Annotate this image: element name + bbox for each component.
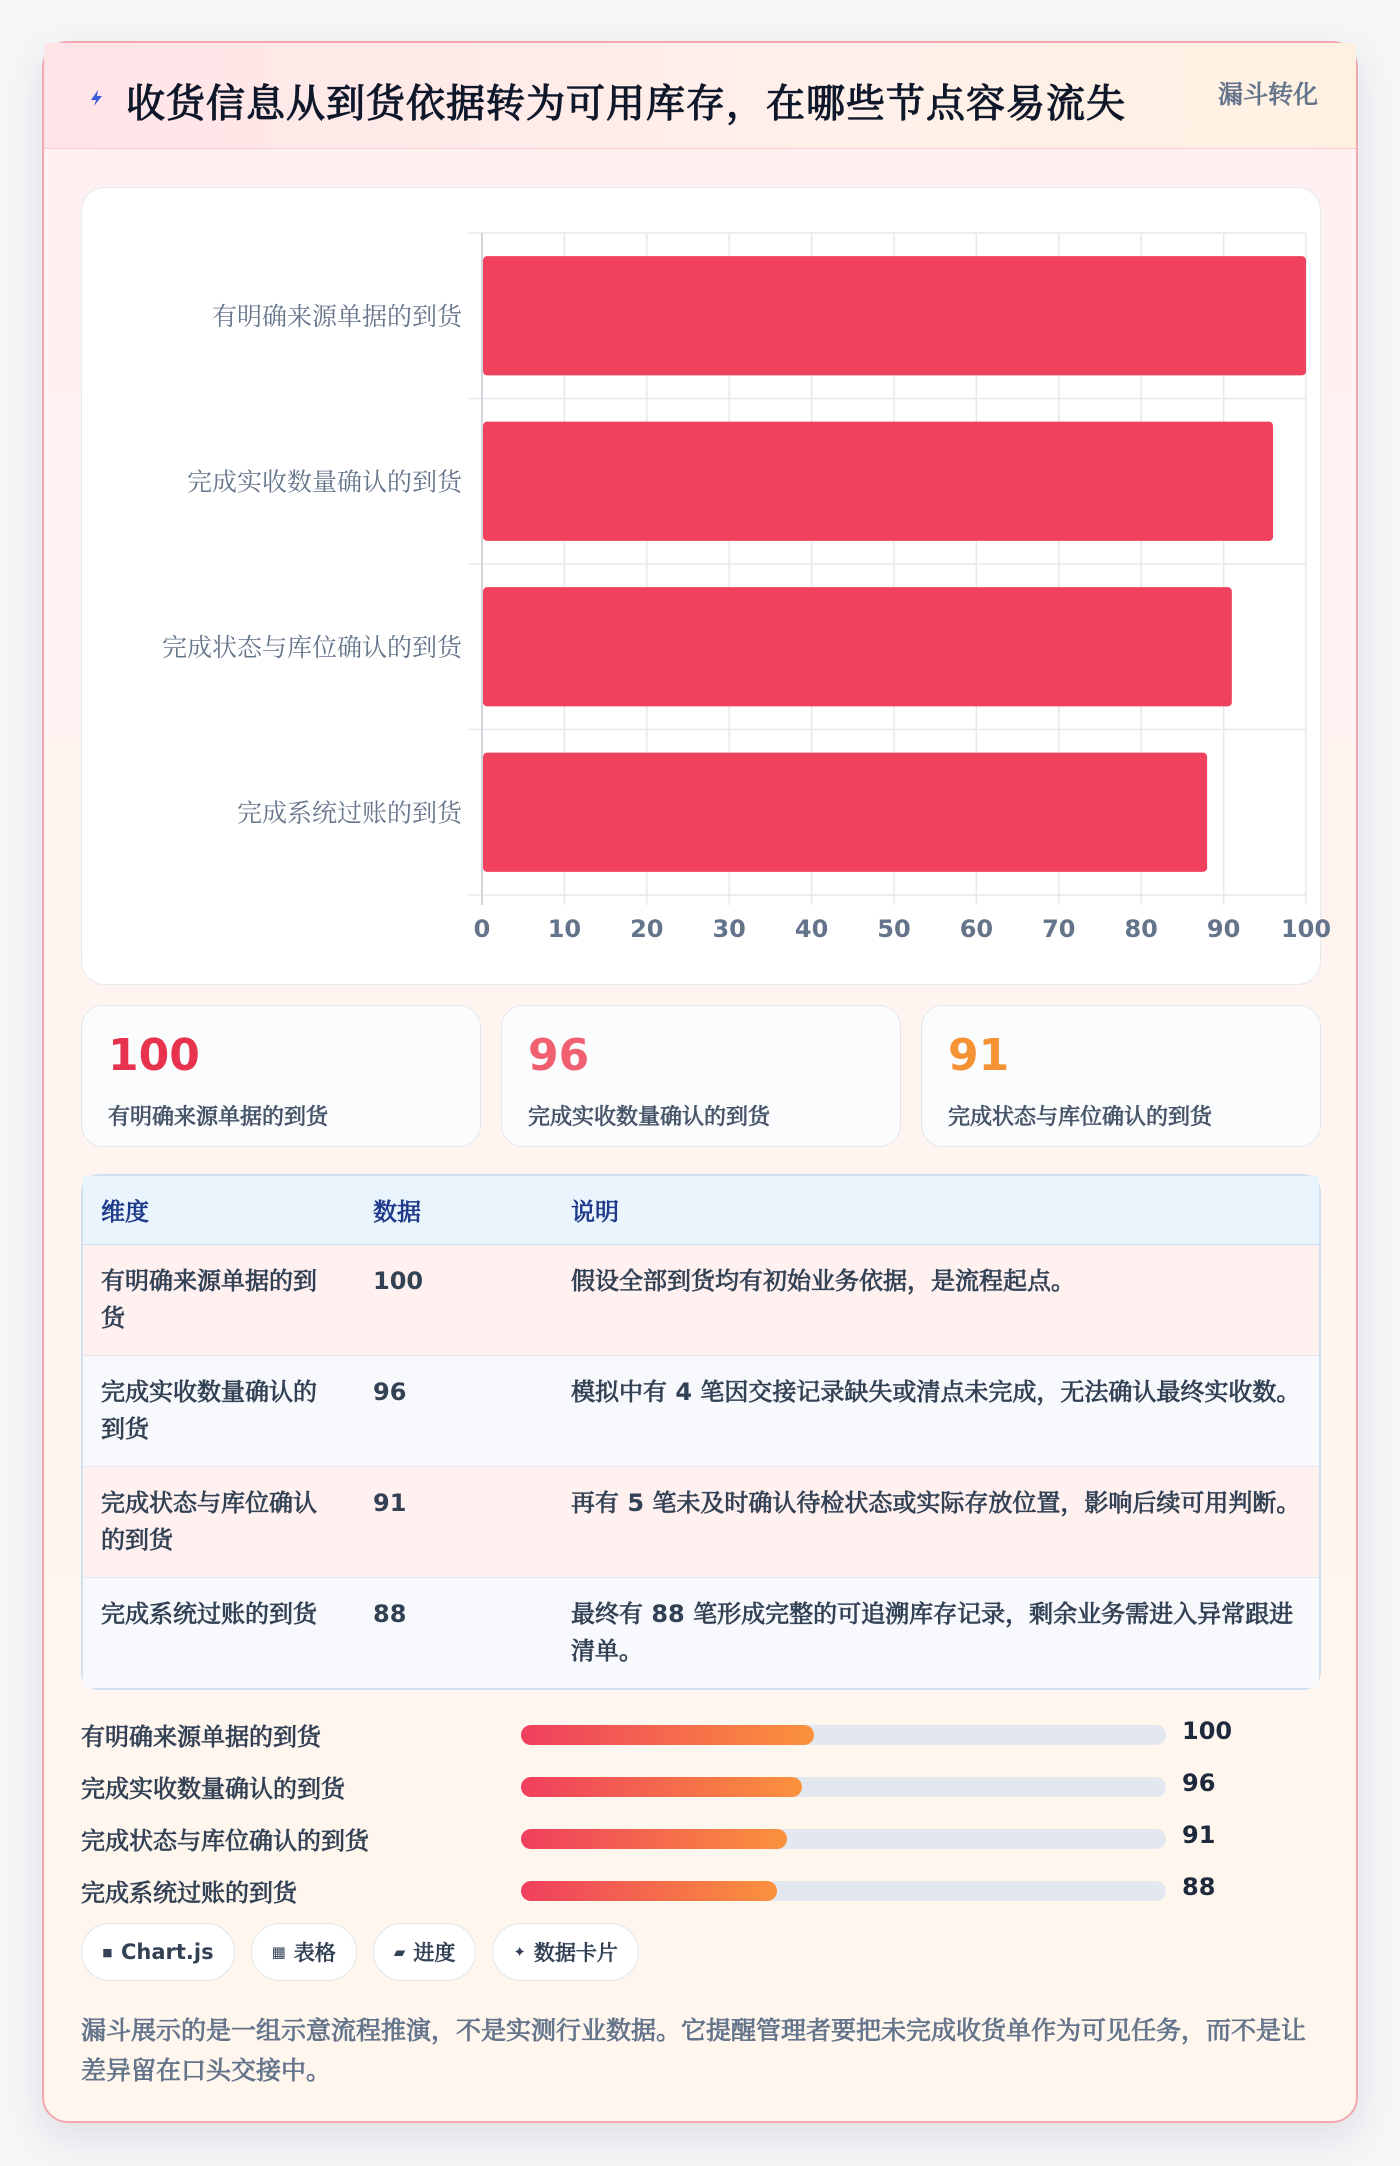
square-icon: ◾ <box>102 1943 113 1961</box>
table-row <box>83 1244 1319 1355</box>
cell-dimension: 有明确来源单据的到货 <box>83 1244 355 1355</box>
progress-value: 100 <box>1182 1717 1233 1745</box>
progress-fill <box>521 1777 802 1797</box>
cell-value: 100 <box>355 1244 553 1355</box>
card-header <box>44 43 1356 149</box>
progress-label: 完成状态与库位确认的到货 <box>81 1827 369 1855</box>
cell-dimension: 完成状态与库位确认的到货 <box>83 1466 355 1577</box>
x-tick-label: 20 <box>630 915 664 943</box>
cell-value: 96 <box>355 1355 553 1466</box>
progress-row <box>81 1817 1321 1857</box>
stat-label: 完成实收数量确认的到货 <box>528 1105 771 1130</box>
bar <box>483 587 1232 706</box>
tag-chartjs[interactable] <box>81 1923 235 1981</box>
table-header-row <box>83 1176 1319 1244</box>
cell-description: 模拟中有 4 笔因交接记录缺失或清点未完成，无法确认最终实收数。 <box>553 1355 1319 1466</box>
stat-value: 100 <box>108 1030 200 1081</box>
stat-value: 96 <box>528 1030 590 1081</box>
cell-description: 再有 5 笔未及时确认待检状态或实际存放位置，影响后续可用判断。 <box>553 1466 1319 1577</box>
progress-row <box>81 1869 1321 1909</box>
lightning-bolt-icon <box>86 87 108 109</box>
tag-list <box>81 1923 639 1983</box>
x-tick-label: 40 <box>794 915 829 943</box>
category-label: 完成实收数量确认的到货 <box>186 467 462 497</box>
tag-progress[interactable] <box>373 1923 477 1981</box>
category-label: 完成系统过账的到货 <box>236 798 462 828</box>
stat-label: 完成状态与库位确认的到货 <box>948 1105 1213 1130</box>
x-tick-label: 90 <box>1206 915 1241 943</box>
x-tick-label: 70 <box>1042 915 1076 943</box>
x-tick-label: 100 <box>1280 915 1332 943</box>
tag-table[interactable] <box>251 1923 357 1981</box>
bar <box>483 753 1207 872</box>
column-header-data: 数据 <box>355 1176 553 1244</box>
funnel-badge: 漏斗转化 <box>1217 80 1318 109</box>
bar-chart <box>81 187 1332 985</box>
progress-fill <box>521 1725 814 1745</box>
stat-card <box>81 1005 481 1147</box>
page-title: 收货信息从到货依据转为可用库存，在哪些节点容易流失 <box>126 82 1127 127</box>
sparkle-icon: ✦ <box>513 1943 526 1961</box>
category-label: 有明确来源单据的到货 <box>211 301 462 331</box>
progress-value: 88 <box>1182 1873 1216 1901</box>
cell-dimension: 完成系统过账的到货 <box>83 1577 355 1688</box>
column-header-description: 说明 <box>553 1176 1319 1244</box>
bar <box>483 256 1306 375</box>
funnel-card <box>42 41 1358 2123</box>
progress-value: 91 <box>1182 1821 1216 1849</box>
progress-fill <box>521 1881 777 1901</box>
stat-card <box>501 1005 901 1147</box>
cell-value: 88 <box>355 1577 553 1688</box>
tag-label: 数据卡片 <box>533 1941 618 1965</box>
tag-label: 进度 <box>413 1941 456 1965</box>
x-tick-label: 50 <box>877 915 911 943</box>
x-tick-label: 10 <box>547 915 582 943</box>
tag-data-cards[interactable] <box>492 1923 639 1981</box>
progress-label: 完成实收数量确认的到货 <box>81 1775 345 1803</box>
x-tick-label: 0 <box>473 915 491 943</box>
progress-row <box>81 1765 1321 1805</box>
footnote: 漏斗展示的是一组示意流程推演，不是实测行业数据。它提醒管理者要把未完成收货单作为可见任务，而不是让差异留在口头交接中。 <box>81 2016 1307 2085</box>
cell-value: 91 <box>355 1466 553 1577</box>
bar-chart-svg <box>82 188 1332 986</box>
bar <box>483 422 1273 541</box>
cell-description: 最终有 88 笔形成完整的可追溯库存记录，剩余业务需进入异常跟进清单。 <box>553 1577 1319 1688</box>
progress-track <box>521 1881 1166 1901</box>
cell-description: 假设全部到货均有初始业务依据，是流程起点。 <box>553 1244 1319 1355</box>
table-row <box>83 1355 1319 1466</box>
progress-label: 完成系统过账的到货 <box>81 1879 297 1907</box>
progress-track <box>521 1777 1166 1797</box>
stat-value: 91 <box>948 1030 1010 1081</box>
cell-dimension: 完成实收数量确认的到货 <box>83 1355 355 1466</box>
table-row <box>83 1577 1319 1688</box>
tag-label: Chart.js <box>121 1940 214 1964</box>
category-label: 完成状态与库位确认的到货 <box>161 632 462 662</box>
table-row <box>83 1466 1319 1577</box>
progress-row <box>81 1713 1321 1753</box>
progress-icon: ▰ <box>393 1943 406 1961</box>
x-tick-label: 80 <box>1124 915 1158 943</box>
tag-label: 表格 <box>293 1941 336 1965</box>
progress-track <box>521 1725 1166 1745</box>
x-tick-label: 30 <box>712 915 746 943</box>
grid-icon: ▦ <box>271 1943 286 1961</box>
progress-label: 有明确来源单据的到货 <box>81 1723 321 1751</box>
progress-fill <box>521 1829 787 1849</box>
column-header-dimension: 维度 <box>83 1176 355 1244</box>
progress-value: 96 <box>1182 1769 1216 1797</box>
stat-card <box>921 1005 1321 1147</box>
x-tick-label: 60 <box>959 915 994 943</box>
progress-track <box>521 1829 1166 1849</box>
data-table <box>81 1174 1321 1690</box>
stat-label: 有明确来源单据的到货 <box>108 1105 329 1130</box>
